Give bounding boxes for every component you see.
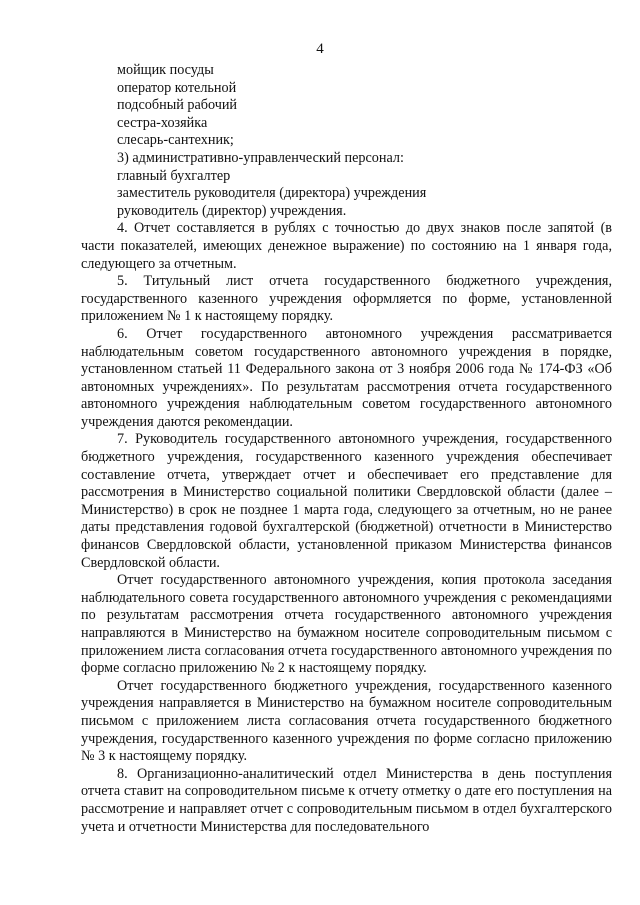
paragraph-7-autonomous-report: Отчет государственного автономного учреждения, копия протокола заседания наблюдательного совета государственного автономного учреждения с рекомендациями по результатам рассмотрения отчета государственного автономного учреждения направляются в Министерство на бумажном носителе сопроводительным письмом с приложением листа согласования отчета государственного автономного учреждения по форме согласно приложению № 2 к настоящему порядку. — [81, 572, 612, 677]
paragraph-7: 7. Руководитель государственного автономного учреждения, государственного бюджетного учреждения, государственного казенного учреждения обеспечивает составление отчета, утверждает отчет и обеспечивает его представление для рассмотрения в Министерство социальной политики Свердловской области (далее – Министерство) в срок не позднее 1 марта года, следующего за отчетным, но не ранее даты представления годовой бухгалтерской (бюджетной) отчетности в Министерство финансов Свердловской области, установленной приказом Министерства финансов Свердловской области. — [81, 431, 612, 571]
paragraph-8: 8. Организационно-аналитический отдел Министерства в день поступления отчета ставит на сопроводительном письме к отчету отметку о дате его поступления на рассмотрение и направляет отчет с сопроводительным письмом в отдел бухгалтерского учета и отчетности Министерства для последовательного — [81, 765, 612, 835]
paragraph-5: 5. Титульный лист отчета государственного бюджетного учреждения, государственного казенного учреждения оформляется по форме, установленной приложением № 1 к настоящему порядку. — [81, 273, 612, 325]
list-line-chief-accountant: главный бухгалтер — [117, 167, 231, 184]
list-line-plumber: слесарь-сантехник; — [117, 132, 234, 149]
list-line-auxiliary-worker: подсобный рабочий — [117, 97, 238, 114]
list-line-boiler-operator: оператор котельной — [117, 79, 237, 96]
list-line-housekeeping-nurse: сестра-хозяйка — [117, 114, 208, 131]
page-number: 4 — [316, 41, 324, 57]
list-line-deputy-head: заместитель руководителя (директора) учреждения — [117, 185, 427, 202]
document-body — [81, 62, 612, 836]
list-line-dishwasher: мойщик посуды — [117, 62, 214, 78]
paragraph-7-budget-report: Отчет государственного бюджетного учреждения, государственного казенного учреждения направляется в Министерство на бумажном носителе сопроводительным письмом с приложением листа согласования отчета государственного бюджетного учреждения, государственного казенного учреждения по форме согласно приложению № 3 к настоящему порядку. — [81, 677, 612, 765]
list-line-head: руководитель (директор) учреждения. — [117, 202, 347, 219]
paragraph-4: 4. Отчет составляется в рублях с точностью до двух знаков после запятой (в части показателей, имеющих денежное выражение) по состоянию на 1 января года, следующего за отчетным. — [81, 220, 612, 272]
paragraph-6: 6. Отчет государственного автономного учреждения рассматривается наблюдательным советом государственного автономного учреждения в порядке, установленном статьей 11 Федерального закона от 3 ноября 2006 года № 174-ФЗ «Об автономных учреждениях». По результатам рассмотрения отчета государственного автономного учреждения наблюдательным советом государственного автономного учреждения даются рекомендации. — [81, 325, 612, 430]
list-line-admin-staff-heading: 3) административно-управленческий персонал: — [117, 149, 404, 166]
